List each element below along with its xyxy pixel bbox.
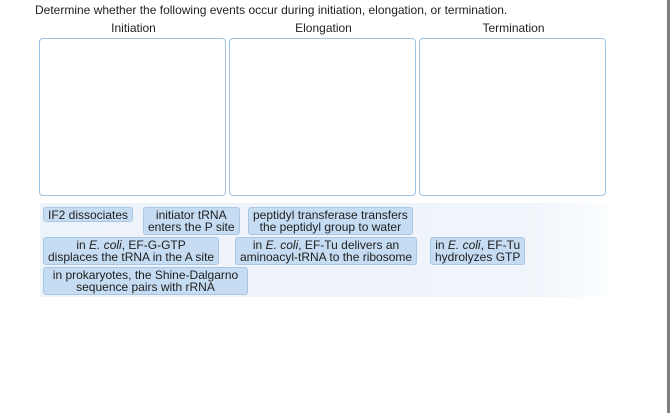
tile-line: in prokaryotes, the Shine-Dalgarno — [52, 268, 239, 282]
tile-line: the peptidyl group to water — [259, 220, 402, 234]
organism-name: E. coli — [447, 238, 481, 252]
tile-ef-tu-delivers[interactable] — [235, 237, 417, 265]
tile-text: in — [76, 238, 90, 252]
tile-line: IF2 dissociates — [48, 208, 129, 222]
tile-line: aminoacyl-tRNA to the ribosome — [240, 250, 413, 264]
tile-shine-dalgarno[interactable] — [43, 267, 248, 295]
tile-line: displaces the tRNA in the A site — [48, 250, 215, 264]
instruction-text: Determine whether the following events occur during initiation, elongation, or termination. — [35, 3, 508, 17]
tile-line: peptidyl transferase transfers — [253, 208, 408, 222]
tile-ef-g-gtp[interactable] — [43, 237, 219, 265]
termination-header: Termination — [482, 21, 545, 35]
organism-name: E. coli — [89, 238, 122, 252]
tile-text: in — [435, 238, 448, 252]
tile-text: , EF-Tu — [480, 238, 521, 252]
tile-text: , EF-Tu delivers an — [298, 238, 400, 252]
tile-line: sequence pairs with rRNA — [76, 280, 215, 294]
elongation-drop-zone[interactable] — [229, 38, 416, 196]
tile-if2-dissociates[interactable] — [43, 207, 133, 222]
termination-drop-zone[interactable] — [419, 38, 606, 196]
tile-initiator-trna[interactable] — [143, 207, 240, 235]
tile-line: initiator tRNA — [155, 208, 227, 222]
tile-ef-tu-hydrolyzes[interactable] — [430, 237, 525, 265]
tile-line: hydrolyzes GTP — [435, 250, 521, 264]
tile-text: in — [252, 238, 266, 252]
elongation-header: Elongation — [295, 21, 352, 35]
tile-text: , EF-G-GTP — [121, 238, 186, 252]
organism-name: E. coli — [265, 238, 299, 252]
tile-peptidyl-transferase[interactable] — [248, 207, 413, 235]
initiation-drop-zone[interactable] — [39, 38, 226, 196]
initiation-header: Initiation — [111, 21, 156, 35]
tile-line: enters the P site — [148, 220, 235, 234]
